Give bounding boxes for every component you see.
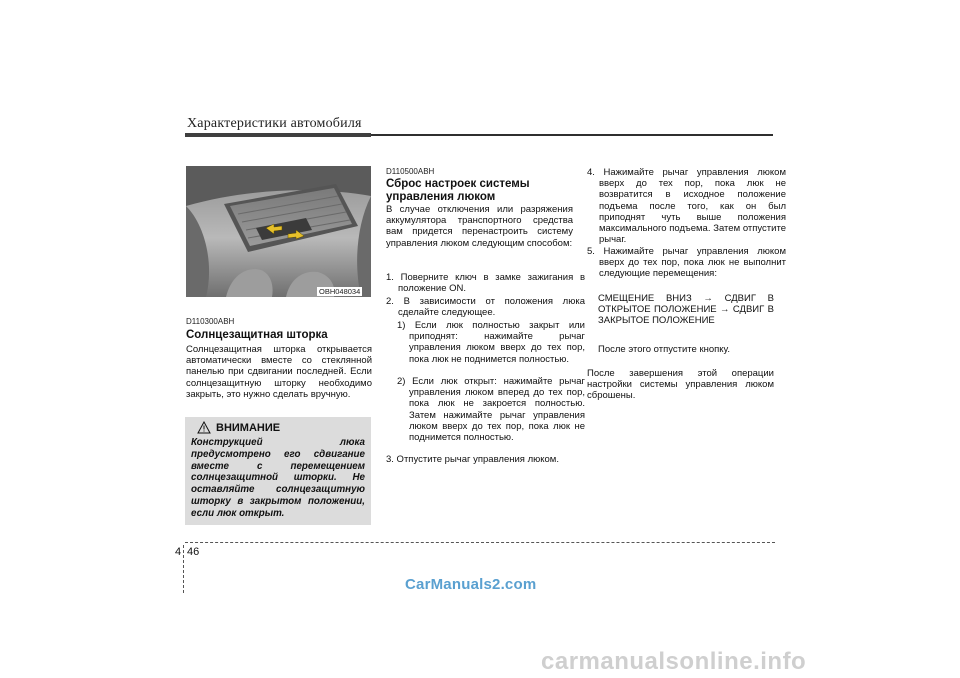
release-instruction: После этого отпустите кнопку. bbox=[598, 344, 730, 355]
section-heading: Сброс настроек системы управления люком bbox=[386, 178, 530, 203]
final-note: После завершения этой операции настройки системы управления люком сброшены. bbox=[587, 368, 774, 402]
movement-sequence: СМЕЩЕНИЕ ВНИЗ → СДВИГ В ОТКРЫТОЕ ПОЛОЖЕНИЕ → СДВИГ В ЗАКРЫТОЕ ПОЛОЖЕНИЕ bbox=[598, 293, 774, 327]
footer-tick bbox=[183, 545, 184, 593]
section-code: D110500ABH bbox=[386, 167, 435, 176]
sunroof-illustration bbox=[186, 166, 371, 297]
step-2a: 1) Если люк полностью закрыт или приподнят: нажимайте рычаг управления люком вверх до тех пор, пока люк не поднимется полностью. bbox=[397, 320, 585, 365]
watermark-link[interactable]: CarManuals2.com bbox=[405, 576, 537, 593]
sunroof-photo bbox=[186, 166, 371, 297]
chapter-number: 4 bbox=[175, 546, 182, 558]
section-code: D110300ABH bbox=[186, 317, 235, 326]
step-2: 2. В зависимости от положения люка сделайте следующее. bbox=[386, 296, 585, 319]
section-heading: Солнцезащитная шторка bbox=[186, 329, 328, 341]
step-4: 4. Нажимайте рычаг управления люком вверх до тех пор, пока люк не возвратится в исходное положение подъема после того, как он был приподнят чуть выше положения максимального подъема. Затем отпустите рычаг. bbox=[587, 167, 786, 246]
warning-title: ВНИМАНИЕ bbox=[216, 422, 281, 434]
warning-text: Конструкцией люка предусмотрено его сдвигание вместе с перемещением солнцезащитной шторки. Не оставляйте солнцезащитную шторку в закрытом положении, если люк открыт. bbox=[191, 437, 365, 519]
step-5: 5. Нажимайте рычаг управления люком вверх до тех пор, пока люк не выполнит следующие перемещения: bbox=[587, 246, 786, 280]
warning-triangle-icon bbox=[197, 421, 211, 434]
figure-code: OBH048034 bbox=[319, 287, 361, 296]
step-1: 1. Поверните ключ в замке зажигания в положение ON. bbox=[386, 272, 585, 295]
step-3: 3. Отпустите рычаг управления люком. bbox=[386, 454, 559, 465]
page-header-title: Характеристики автомобиля bbox=[187, 116, 362, 131]
step-2b: 2) Если люк открыт: нажимайте рычаг управления люком вперед до тех пор, пока люк не закроется полностью. Затем нажимайте рычаг управления люком вверх до тех пор, пока люк не поднимется полностью. bbox=[397, 376, 585, 444]
section-intro: В случае отключения или разряжения аккумулятора транспортного средства вам придется перенастроить систему управления люком следующим способом: bbox=[386, 204, 573, 249]
watermark-text: carmanualsonline.info bbox=[541, 648, 807, 675]
footer-rule bbox=[185, 542, 775, 543]
header-bar-accent bbox=[185, 133, 371, 137]
page-number: 46 bbox=[187, 546, 200, 558]
header-rule bbox=[371, 134, 773, 136]
section-text: Солнцезащитная шторка открывается автоматически вместе со стеклянной панелью при сдвигании последней. Если солнцезащитную шторку необходимо закрыть, это нужно сделать вручную. bbox=[186, 344, 372, 400]
